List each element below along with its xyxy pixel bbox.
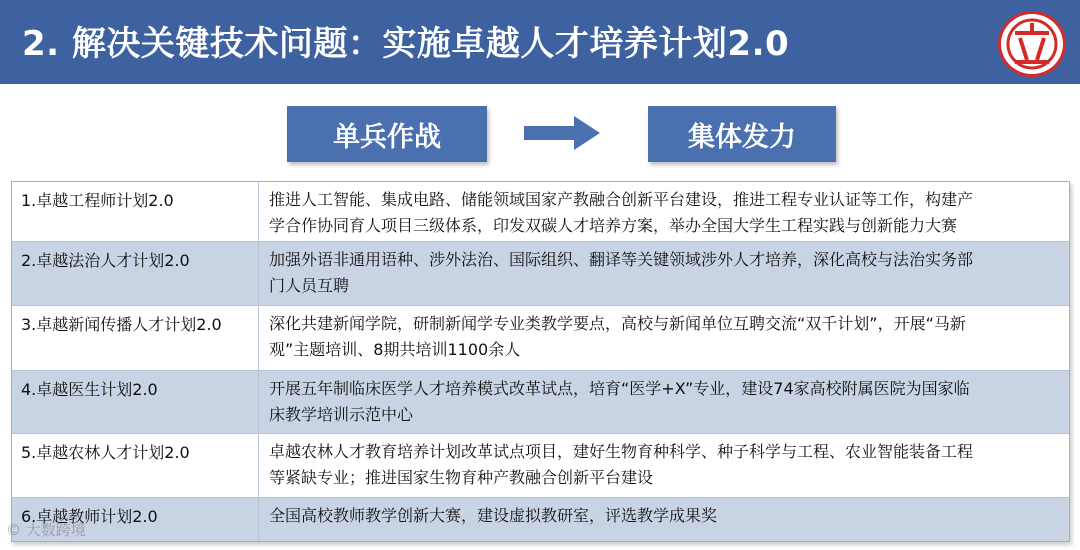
plan-description: 推进人工智能、集成电路、储能领域国家产教融合创新平台建设，推进工程专业认证等工作，构建产 学合作协同育人项目三级体系，印发双碳人才培养方案，举办全国大学生工程实践与创新能力大赛 (269, 190, 974, 235)
plan-name: 2.卓越法治人才计划2.0 (12, 242, 259, 305)
to-stage-label: 集体发力 (648, 106, 836, 162)
table-row (12, 182, 1069, 242)
plan-description: 深化共建新闻学院，研制新闻学专业类教学要点，高校与新闻单位互聘交流“双千计划”，开展“马新 观”主题培训、8期共培训1100余人 (269, 314, 966, 359)
page-title: 2. 解决关键技术问题：实施卓越人才培养计划2.0 (22, 24, 790, 64)
from-stage-label: 单兵作战 (287, 106, 487, 162)
table-row (12, 498, 1069, 541)
watermark: © 大数跨境 (6, 521, 86, 539)
plan-description: 卓越农林人才教育培养计划改革试点项目，建好生物育种科学、种子科学与工程、农业智能装备工程 等紧缺专业；推进国家生物育种产教融合创新平台建设 (269, 442, 974, 487)
table-row (12, 306, 1069, 371)
plans-table (11, 181, 1070, 542)
right-arrow-icon (522, 113, 602, 153)
table-row (12, 371, 1069, 434)
plan-description: 加强外语非通用语种、涉外法治、国际组织、翻译等关键领域涉外人才培养，深化高校与法治实务部 门人员互聘 (269, 250, 974, 295)
logo-icon (998, 11, 1066, 77)
plan-name: 5.卓越农林人才计划2.0 (12, 434, 259, 497)
table-row (12, 242, 1069, 306)
plan-name: 6.卓越教师计划2.0 (12, 498, 259, 541)
plan-description: 开展五年制临床医学人才培养模式改革试点，培育“医学+X”专业，建设74家高校附属医院为国家临 床教学培训示范中心 (269, 379, 970, 424)
title-bar (0, 0, 1080, 84)
plan-name: 3.卓越新闻传播人才计划2.0 (12, 306, 259, 370)
table-row (12, 434, 1069, 498)
plan-description: 全国高校教师教学创新大赛，建设虚拟教研室，评选教学成果奖 (269, 506, 718, 525)
plan-name: 1.卓越工程师计划2.0 (12, 182, 259, 241)
plan-name: 4.卓越医生计划2.0 (12, 371, 259, 433)
